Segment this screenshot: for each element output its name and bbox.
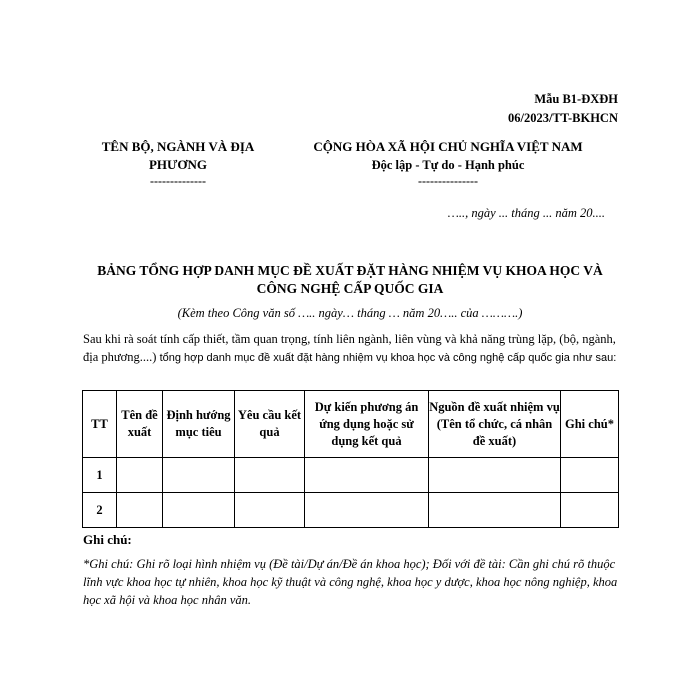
table-cell [235, 458, 305, 493]
ministry-header [88, 138, 268, 188]
table-cell [117, 493, 163, 528]
header-cell: Tên đề xuất [117, 391, 163, 458]
table-header-row [83, 391, 619, 458]
proposal-table [82, 390, 619, 528]
table-row [83, 493, 619, 528]
document-title-line2: CÔNG NGHỆ CẤP QUỐC GIA [256, 281, 444, 296]
form-code [508, 90, 618, 128]
table-cell [561, 458, 619, 493]
intro-paragraph [83, 330, 623, 367]
table-cell [235, 493, 305, 528]
table-cell [305, 458, 429, 493]
header-cell: Định hướng mục tiêu [163, 391, 235, 458]
national-motto: Độc lập - Tự do - Hạnh phúc [371, 158, 525, 172]
ministry-divider: -------------- [150, 174, 206, 188]
table-cell [305, 493, 429, 528]
notes-text: *Ghi chú: Ghi rõ loại hình nhiệm vụ (Đề tài/Dự án/Đề án khoa học); Đối với đề tài: Cần ghi chú rõ thuộc lĩnh vực khoa học tự nhiên, khoa học kỹ thuật và công nghệ, khoa học y dược, khoa học nông nghiệp, khoa học xã hội và khoa học nhân văn. [83, 557, 618, 607]
table-cell [163, 458, 235, 493]
table-row [83, 458, 619, 493]
header-cell: TT [83, 391, 117, 458]
document-title-line1: BẢNG TỔNG HỢP DANH MỤC ĐỀ XUẤT ĐẶT HÀNG NHIỆM VỤ KHOA HỌC VÀ [97, 263, 603, 278]
national-header [298, 138, 598, 188]
header-cell: Dự kiến phương án ứng dụng hoặc sử dụng kết quả [305, 391, 429, 458]
intro-text-part2: tổng hợp danh mục đề xuất đặt hàng nhiệm vụ khoa học và công nghệ cấp quốc gia như sau: [159, 352, 617, 364]
form-code-line1: Mẫu B1-ĐXĐH [534, 92, 618, 106]
table-cell [163, 493, 235, 528]
header-cell: Ghi chú* [561, 391, 619, 458]
row-number-cell: 1 [83, 458, 117, 493]
header-cell: Nguồn đề xuất nhiệm vụ (Tên tổ chức, cá nhân đề xuất) [429, 391, 561, 458]
table-cell [561, 493, 619, 528]
national-title: CỘNG HÒA XÃ HỘI CHỦ NGHĨA VIỆT NAM [313, 139, 583, 154]
ministry-name-line2: PHƯƠNG [148, 157, 207, 172]
header-cell: Yêu cầu kết quả [235, 391, 305, 458]
table-cell [429, 458, 561, 493]
document-title [70, 262, 630, 298]
document-subtitle: (Kèm theo Công văn số ….. ngày… tháng … năm 20….. của ……….) [177, 306, 523, 320]
ministry-name-line1: TÊN BỘ, NGÀNH VÀ ĐỊA [101, 139, 255, 154]
row-number-cell: 2 [83, 493, 117, 528]
notes-label: Ghi chú: [83, 532, 132, 547]
table-cell [429, 493, 561, 528]
intro-text-part1: Sau khi rà soát tính cấp thiết, tầm quan trọng, tính liên ngành, liên vùng và khả năng trùng lặp, (bộ, ngành, địa phương....) [83, 332, 616, 364]
national-divider: --------------- [418, 174, 478, 188]
table-cell [117, 458, 163, 493]
dateline: ….., ngày ... tháng ... năm 20.... [447, 206, 605, 220]
form-code-line2: 06/2023/TT-BKHCN [508, 111, 618, 125]
